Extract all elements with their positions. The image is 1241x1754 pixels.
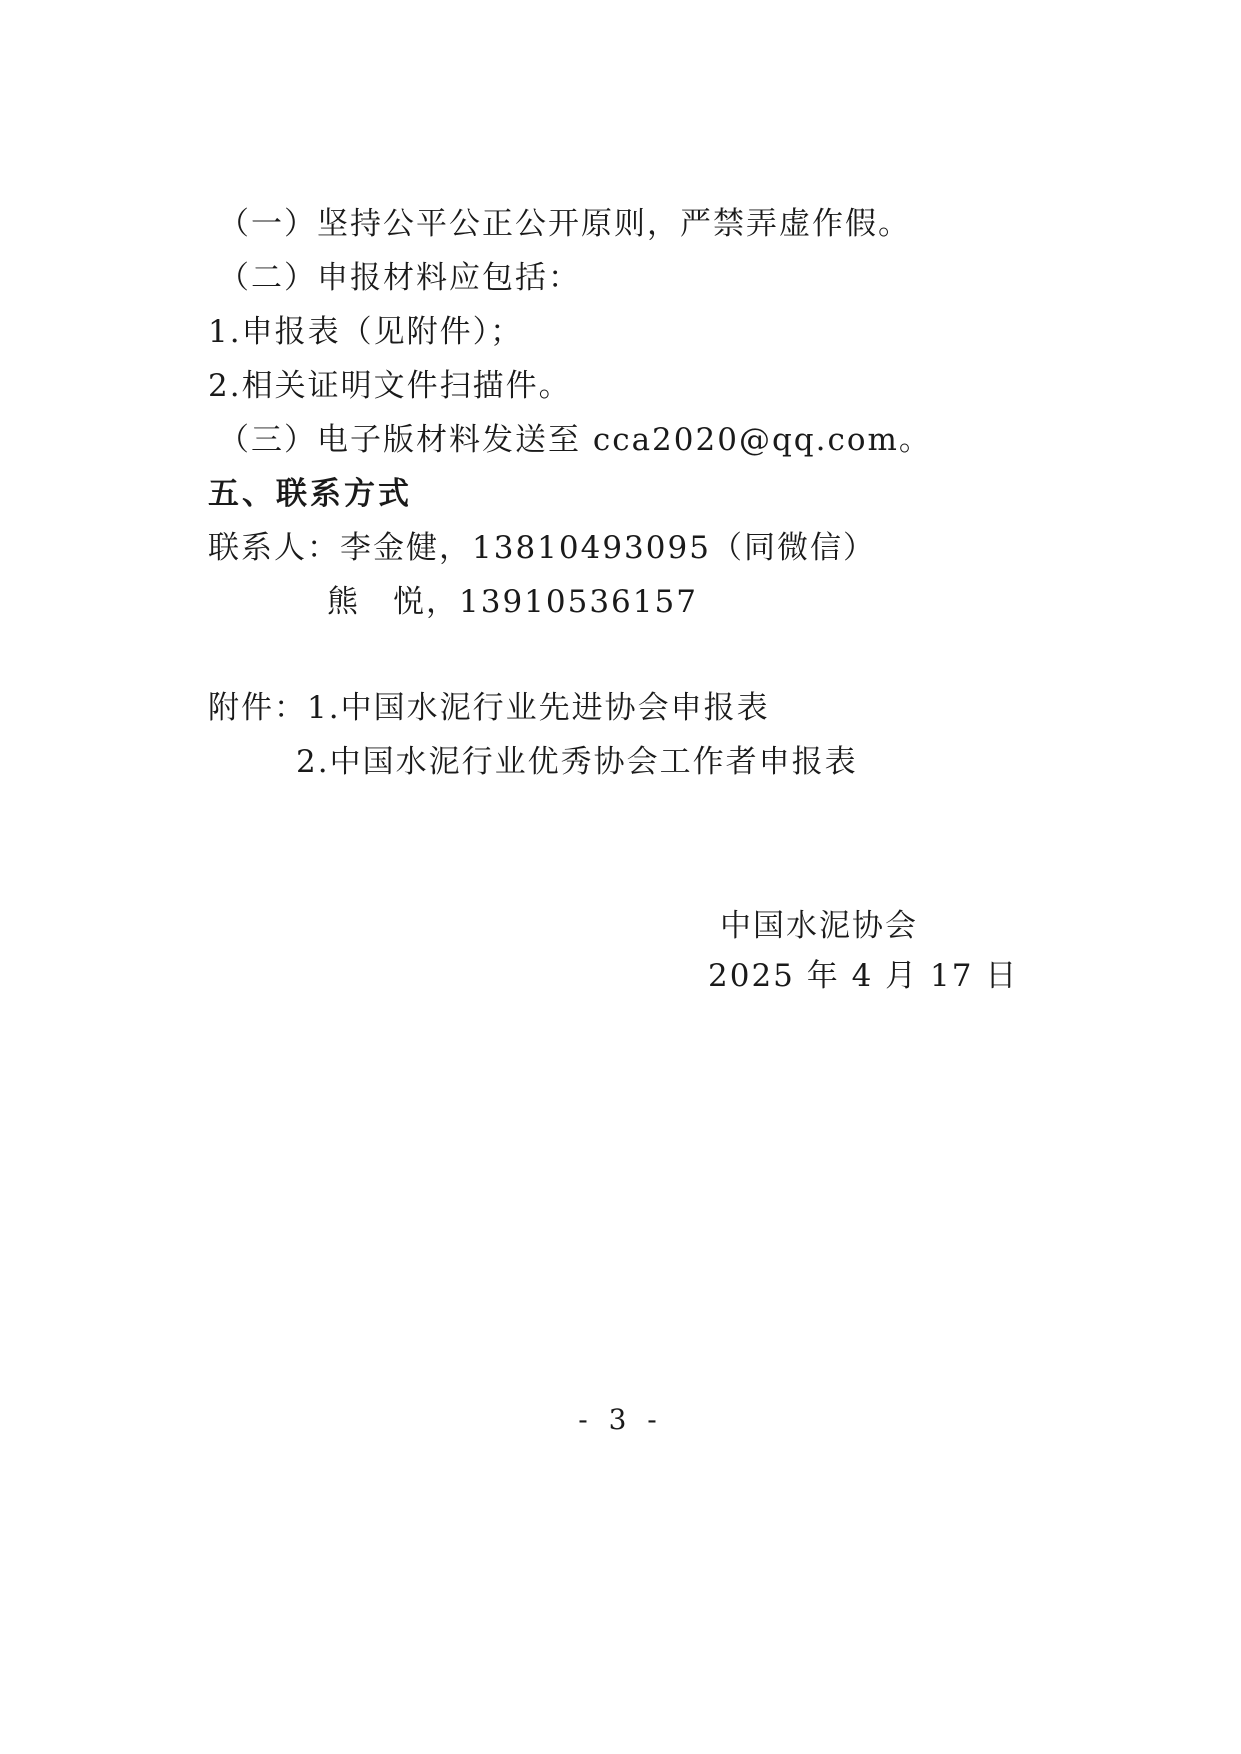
contact-line-1: 联系人：李金健，13810493095（同微信） [208,530,876,566]
requirement-item-2: （二）申报材料应包括： [218,260,581,296]
requirement-item-1: （一）坚持公平公正公开原则，严禁弄虚作假。 [218,206,911,242]
attachment-line-1: 附件：1.中国水泥行业先进协会申报表 [208,690,770,726]
contact-heading: 五、联系方式 [208,476,412,512]
requirement-subitem-2: 2.相关证明文件扫描件。 [208,368,572,404]
requirement-item-3: （三）电子版材料发送至 cca2020@qq.com。 [218,422,932,458]
requirement-subitem-1: 1.申报表（见附件）； [208,314,524,350]
attachment-line-2: 2.中国水泥行业优秀协会工作者申报表 [296,744,858,780]
signature-organization: 中国水泥协会 [720,908,918,944]
page-number: - 3 - [578,1403,663,1436]
signature-date: 2025 年 4 月 17 日 [708,958,1019,994]
contact-line-2: 熊 悦，13910536157 [327,584,698,620]
